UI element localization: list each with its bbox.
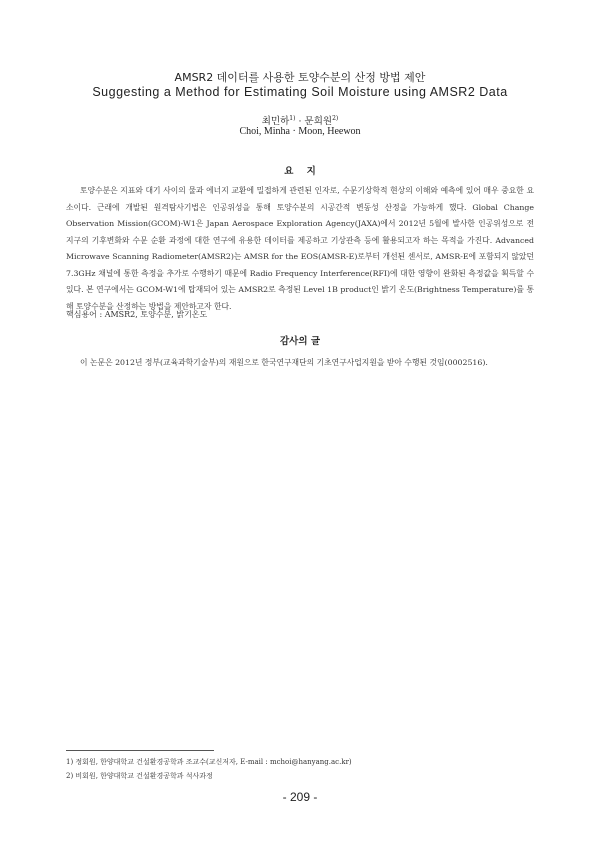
- author-separator: ·: [295, 116, 305, 127]
- paper-title-korean: AMSR2 데이터를 사용한 토양수분의 산정 방법 제안: [174, 71, 426, 84]
- author-name: 최민하: [261, 116, 290, 127]
- author-list-english: Choi, Minha · Moon, Heewon: [239, 126, 361, 137]
- footnote-marker: 1): [289, 114, 296, 122]
- author-list-korean: [0, 113, 600, 127]
- author-name: 문희원: [304, 116, 333, 127]
- abstract-body: 토양수분은 지표와 대기 사이의 물과 에너지 교환에 밀접하게 관련된 인자로, 수문기상학적 현상의 이해와 예측에 있어 매우 중요한 요소이다. 근래에 개발된 원격탐사기법은 인공위성을 통해 토양수분의 시공간적 변동성 산정을 가능하게 했다. Global Change Observation Mission(GCOM)-W1은 Japan Aerospace Exploration Agency(JAXA)에서 2012년 5월에 발사한 인공위성으로 전 지구의 기후변화와 수문 순환 과정에 대한 연구에 유용한 데이터를 제공하고 기상관측 등에 활용되고자 하는 목적을 가진다. Advanced Microwave Scanning Radiometer(AMSR2)는 AMSR for the EOS(AMSR-E)로부터 개선된 센서로, AMSR-E에 포함되지 않았던 7.3GHz 채널에 통한 측정을 추가로 수행하기 때문에 Radio Frequency Interference(RFI)에 대한 영향이 완화된 측정값을 획득할 수 있다. 본 연구에서는 GCOM-W1에 탑재되어 있는 AMSR2로 측정된 Level 1B product인 밝기 온도(Brightness Temperature)를 통해 토양수분을 산정하는 방법을 제안하고자 한다.: [66, 186, 534, 311]
- abstract-heading: 요 지: [284, 166, 316, 177]
- acknowledgment-body: 이 논문은 2012년 정부(교육과학기술부)의 재원으로 한국연구재단의 기초연구사업지원을 받아 수행된 것임(0002516).: [80, 358, 488, 367]
- keywords: 핵심용어 : AMSR2, 토양수분, 밝기온도: [66, 310, 208, 319]
- footnote-divider: [66, 750, 214, 751]
- footnote-marker: 2): [332, 114, 339, 122]
- footnote-1: 1) 정회원, 한양대학교 건설환경공학과 조교수(교신저자, E-mail : mchoi@hanyang.ac.kr): [66, 758, 352, 766]
- page-number: - 209 -: [282, 790, 318, 804]
- acknowledgment-heading: 감사의 글: [279, 336, 320, 347]
- footnote-2: 2) 비회원, 한양대학교 건설환경공학과 석사과정: [66, 772, 213, 780]
- paper-title-english: Suggesting a Method for Estimating Soil Moisture using AMSR2 Data: [92, 85, 508, 99]
